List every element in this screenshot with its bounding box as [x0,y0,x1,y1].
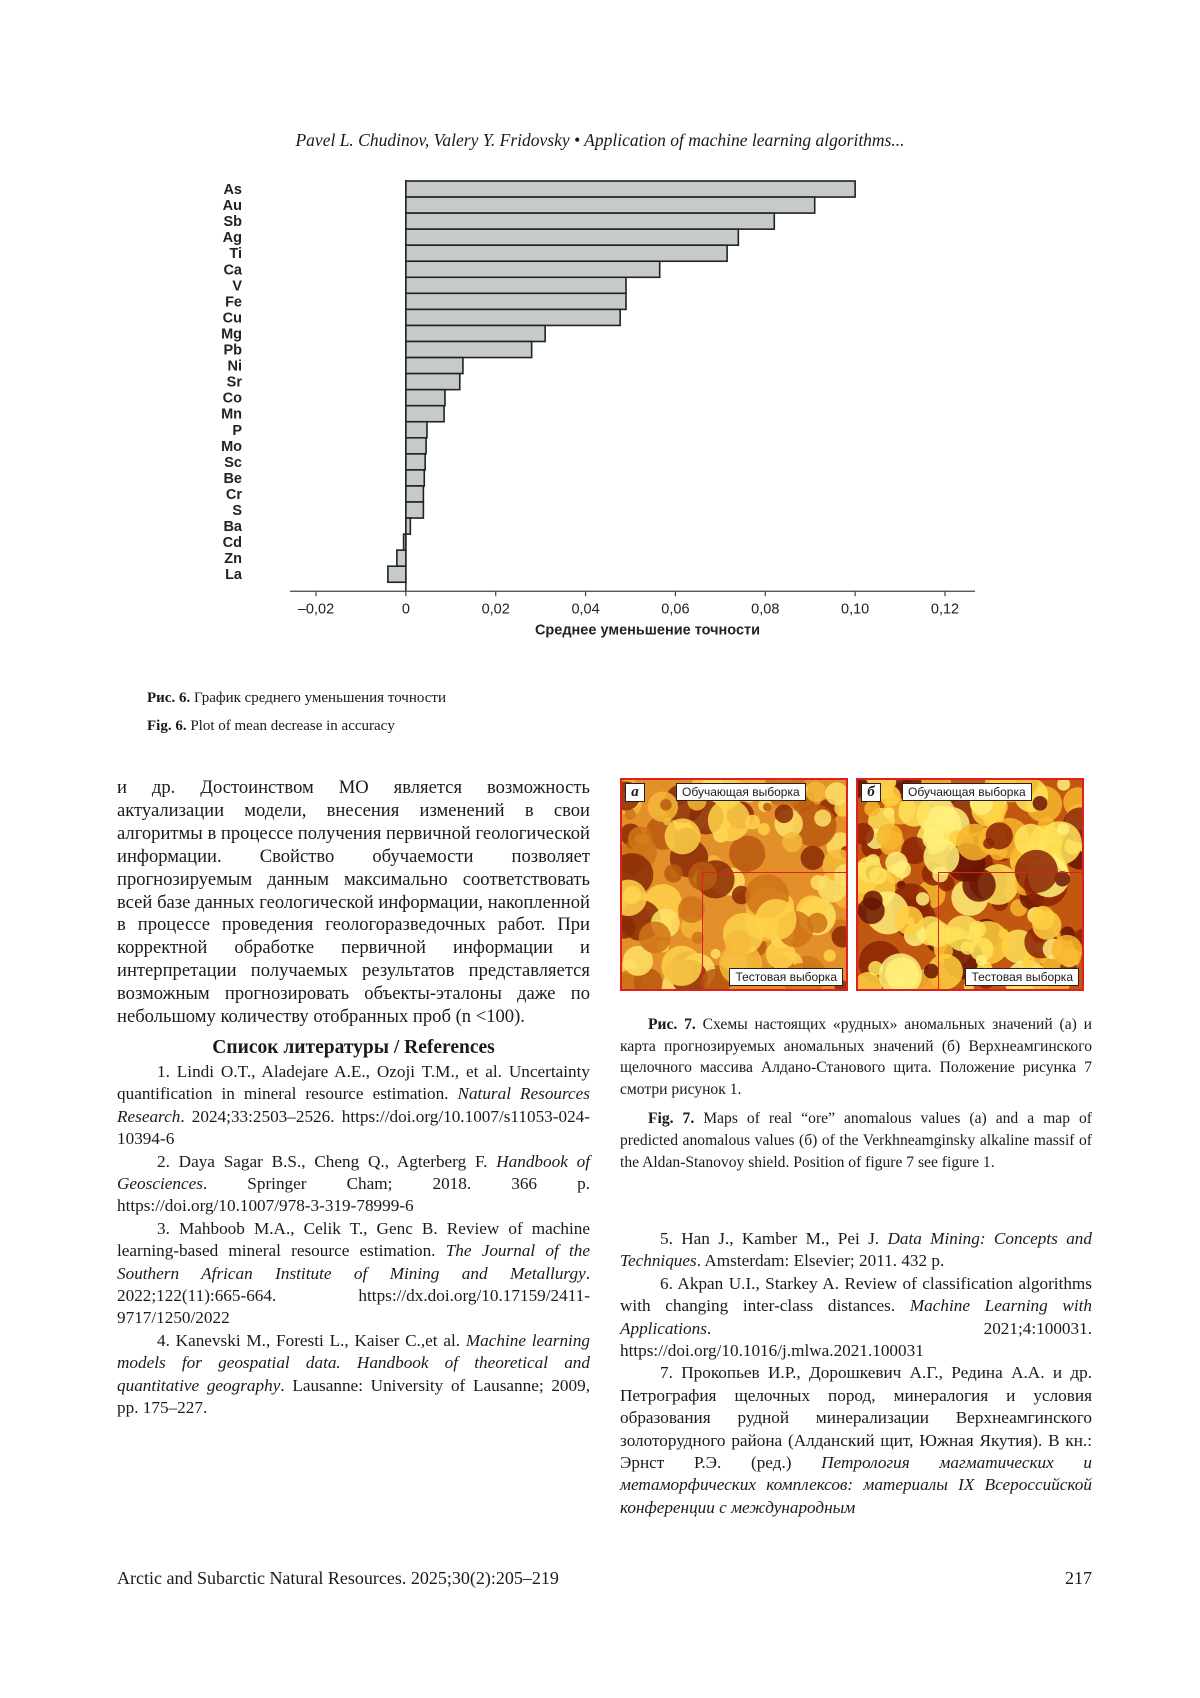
category-label: Cr [225,486,242,503]
bar-Au [406,197,815,213]
bar-Sb [406,213,774,229]
category-label: Zn [224,551,242,568]
fig7-caption-en-label: Fig. 7. [648,1110,695,1128]
fig7-captions [620,1014,1092,1181]
category-label: Sr [226,374,242,391]
footer-journal: Arctic and Subarctic Natural Resources. 2025;30(2):205–219 [117,1568,559,1588]
category-label: Ba [223,519,242,536]
fig6-caption-ru [147,690,446,707]
fig6-caption-en [147,718,395,735]
category-label: Mo [221,438,242,455]
fig6-caption-ru-label: Рис. 6. [147,690,191,706]
bar-Zn [397,550,406,566]
category-label: Be [223,470,242,487]
reference-text: 6. Akpan U.I., Starkey A. Review of classification algorithms with changing inter-class distances. [620,1273,1092,1316]
bar-Ni [406,358,463,374]
fig6-caption-en-text: Plot of mean decrease in accuracy [186,718,395,734]
x-tick-label: 0,12 [930,601,960,618]
category-label: As [223,182,242,199]
category-label: S [232,503,242,520]
map-panel-a [620,778,848,991]
running-head: Pavel L. Chudinov, Valery Y. Fridovsky • Application of machine learning algorithms... [295,130,905,150]
x-tick-label: 0,08 [751,601,780,618]
bar-V [406,277,626,293]
bar-As [406,181,855,197]
bar-La [388,566,406,582]
x-tick-label: 0,04 [571,601,600,618]
bar-Cd [404,534,406,550]
fig7-caption-ru-text: Схемы настоящих «рудных» аномальных значений (а) и карта прогнозируемых аномальных значений (б) Верхнеамгинского щелочного массива Алдано-Станового щита. Положение рисунка 7 смотри рисунок 1. [620,1016,1092,1098]
bar-Ag [406,229,738,245]
bar-Ca [406,261,660,277]
reference-source-title: Handbook of Geosciences [117,1151,590,1193]
train-label-b: Обучающая выборка [902,783,1032,801]
reference-text: 7. Прокопьев И.Р., Дорошкевич А.Г., Редина А.А. и др. Петрография щелочных пород, минералогия и условия образования рудной минерализации Верхнеамгинского золоторудного района (Алданский щит, Южная Якутия). В кн.: Эрнст Р.Э. (ред.) [620,1363,1092,1473]
category-label: Ag [222,230,242,247]
left-column [117,777,590,1419]
bar-Pb [406,342,532,358]
x-tick-label: –0,02 [297,601,335,618]
x-tick-label: 0,02 [481,601,510,618]
bar-P [406,422,427,438]
test-label-a: Тестовая выборка [729,968,843,986]
category-label: Mn [221,406,242,423]
reference-details: . Lausanne: University of Lausanne; 2009, pp. 175–227. [117,1375,590,1417]
category-label: Au [222,198,242,215]
bar-Be [406,470,424,486]
bar-Cu [406,309,620,325]
category-label: Cd [222,535,242,552]
bar-S [406,502,424,518]
category-label: V [232,278,242,295]
x-axis-label: Среднее уменьшение точности [534,622,761,639]
category-label: P [232,422,242,439]
reference-source-title: Machine Learning with Applications [620,1296,1092,1338]
bar-Fe [406,293,626,309]
reference-details: . Amsterdam: Elsevier; 2011. 432 p. [696,1251,945,1271]
references-heading: Список литературы / References [212,1036,495,1058]
bar-Sr [406,374,460,390]
bar-Mo [406,438,426,454]
train-label-a: Обучающая выборка [676,783,806,801]
reference-details: . Springer Cham; 2018. 366 p. https://doi.org/10.1007/978-3-319-78999-6 [117,1173,590,1216]
bar-Ba [406,518,410,534]
figure-7 [620,778,1090,991]
category-label: Mg [221,326,242,343]
body-paragraph: и др. Достоинством МО является возможность актуализации модели, внесения изменений в свои алгоритмы в процессе получения первичной геологической информации. Свойство обучаемости позволяет прогнозируемым данным максимально соответствовать всей базе данных геологической информации, накопленной в процессе проведения геологоразведочных работ. При корректной обработке первичной информации и интерпретации получаемых результатов представляется возможным прогнозировать объекты-эталоны даже по небольшому количеству отобранных проб (n <100). [117,777,590,1028]
reference-details: . 2022;122(11):665-664. https://dx.doi.org/10.17159/2411-9717/1250/2022 [117,1263,590,1328]
reference-source-title: Natural Resources Research [117,1084,590,1126]
reference-source-title: Петрология магматических и метаморфических комплексов: материалы IX Всероссийской конференции с международным [620,1453,1092,1517]
bar-Co [406,390,445,406]
map-panel-b [856,778,1084,991]
reference-text: 5. Han J., Kamber M., Pei J. [660,1229,888,1248]
category-label: Sc [224,454,242,471]
category-label: Pb [223,342,242,359]
x-tick-label: 0,10 [841,601,870,618]
references-list-left [117,1061,590,1420]
reference-item [620,1228,1092,1273]
fig7-caption-ru-label: Рис. 7. [648,1016,696,1033]
reference-text: 2. Daya Sagar B.S., Cheng Q., Agterberg F. [157,1151,497,1171]
x-tick-label: 0,06 [661,601,690,618]
category-label: Cu [222,310,242,327]
fig7-caption-ru [620,1014,1092,1100]
reference-item [620,1273,1092,1363]
fig6-caption-ru-text: График среднего уменьшения точности [190,690,446,706]
reference-item [117,1330,590,1420]
reference-source-title: Data Mining: Concepts and Techniques [620,1229,1092,1271]
reference-text: 1. Lindi O.T., Aladejare A.E., Ozoji T.M., et al. Uncertainty quantification in mineral resource estimation. [117,1061,590,1104]
category-label: Fe [225,294,242,311]
test-label-b: Тестовая выборка [965,968,1079,986]
panel-b-letter: б [861,783,881,802]
bar-Cr [406,486,424,502]
feature-importance-chart [200,180,1000,680]
category-label: Sb [223,214,242,231]
reference-item [117,1218,590,1330]
reference-item [117,1061,590,1151]
fig6-caption-en-label: Fig. 6. [147,718,187,734]
bar-Mg [406,325,545,341]
category-label: La [225,567,242,584]
x-tick-label: 0 [401,601,410,618]
reference-details: . 2021;4:100031. https://doi.org/10.1016/j.mlwa.2021.100031 [620,1318,1092,1361]
category-label: Co [222,390,242,407]
references-list-right [620,1228,1092,1519]
category-label: Ni [227,358,242,375]
reference-text: 3. Mahboob M.A., Celik T., Genc B. Review of machine learning-based mineral resource estimation. [117,1218,590,1261]
reference-item [620,1362,1092,1519]
panel-a-letter: а [625,783,645,802]
page-number: 217 [1065,1568,1092,1588]
bar-Ti [406,245,727,261]
reference-details: . 2024;33:2503–2526. https://doi.org/10.1007/s11053-024-10394-6 [117,1106,590,1149]
bar-Mn [406,406,444,422]
right-column-references [620,1228,1092,1519]
bar-Sc [406,454,425,470]
category-label: Ca [223,262,242,279]
reference-source-title: The Journal of the Southern African Institute of Mining and Metallurgy [117,1241,590,1283]
category-label: Ti [229,246,242,263]
fig7-caption-en-text: Maps of real “ore” anomalous values (a) and a map of predicted anomalous values (б) of the Verkhneamginsky alkaline massif of the Aldan-Stanovoy shield. Position of figure 7 see figure 1. [620,1110,1092,1171]
fig7-caption-en [620,1108,1092,1173]
reference-item [117,1151,590,1218]
reference-source-title: Machine learning models for geospatial data. Handbook of theoretical and quantitative geography [117,1330,591,1395]
reference-text: 4. Kanevski M., Foresti L., Kaiser C.,et al. [157,1330,466,1350]
